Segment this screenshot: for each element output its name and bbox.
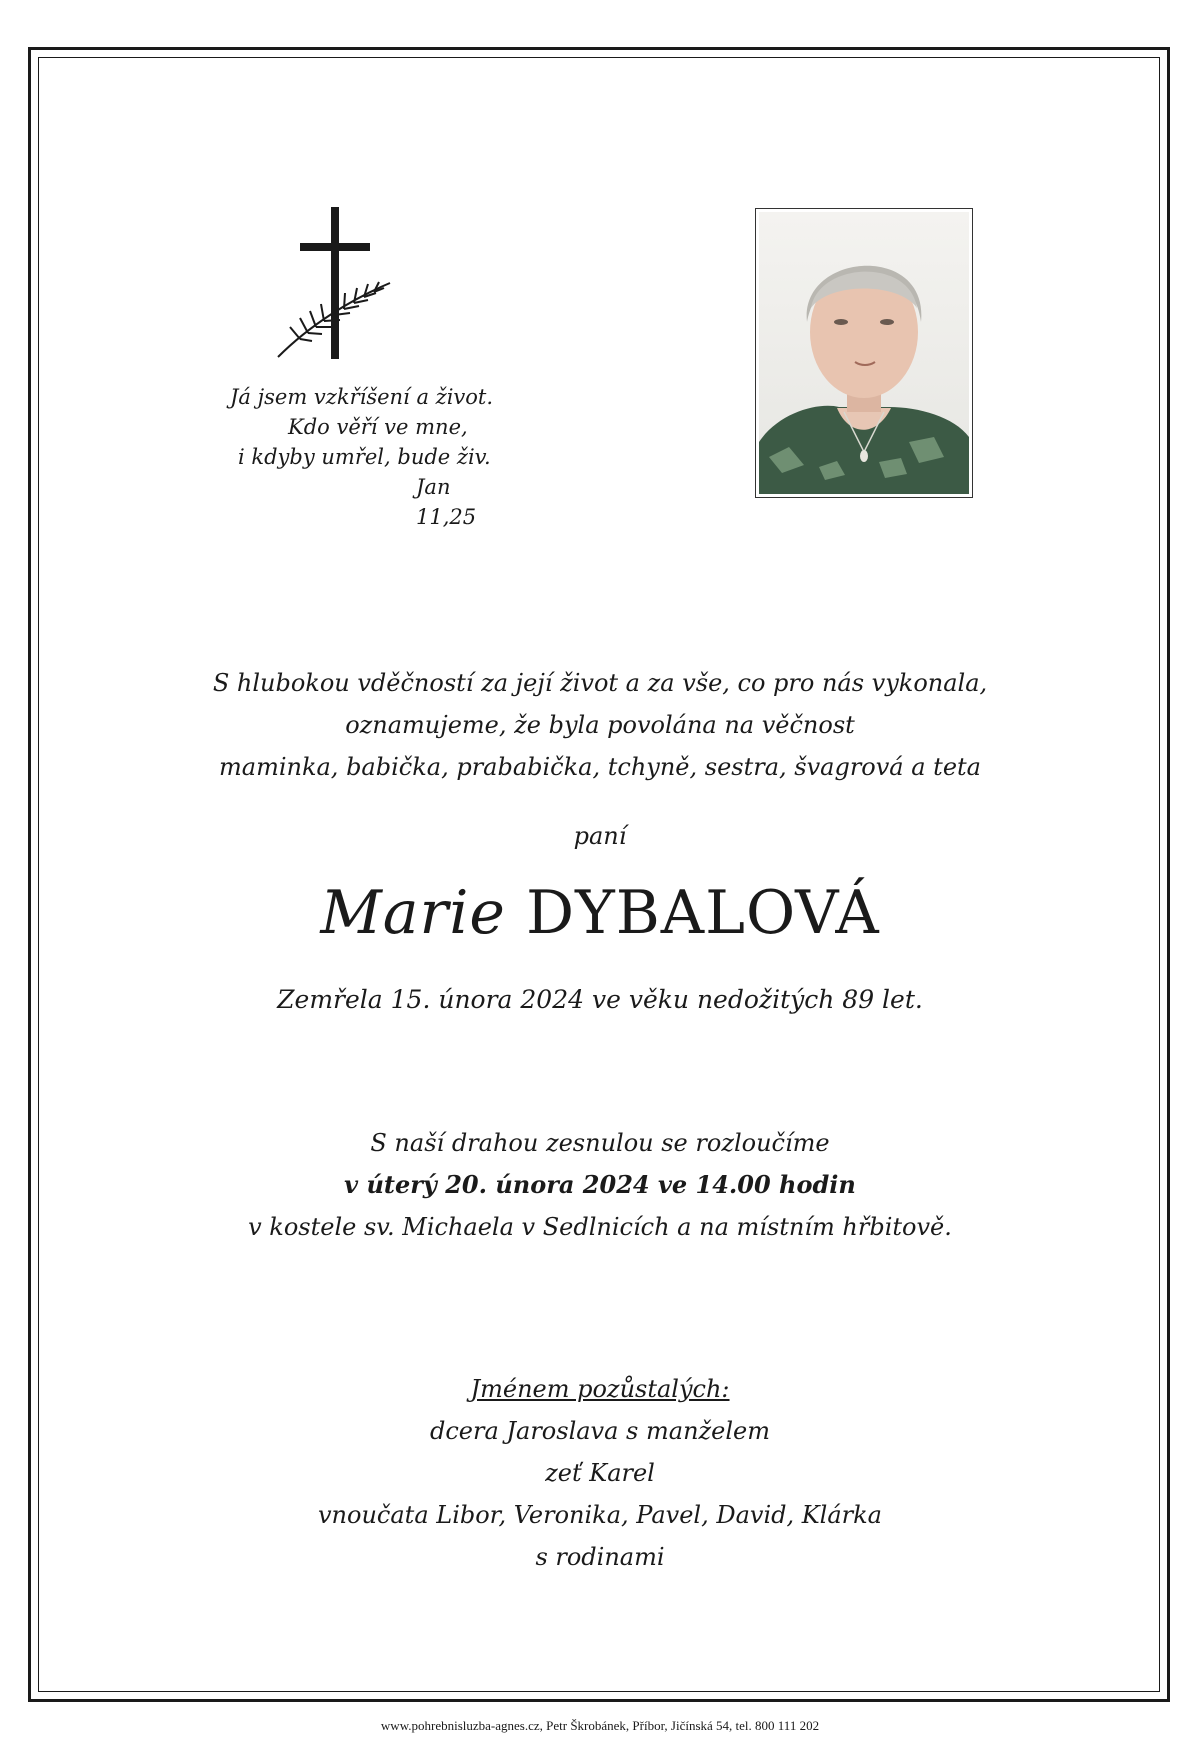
farewell-line: S naší drahou zesnulou se rozloučíme bbox=[370, 1129, 830, 1157]
intro-line: oznamujeme, že byla povolána na věčnost bbox=[345, 711, 855, 739]
verse-line: Já jsem vzkříšení a život. bbox=[230, 385, 494, 409]
portrait-photo bbox=[755, 208, 973, 498]
funeral-details bbox=[100, 1122, 1100, 1248]
last-name: DYBALOVÁ bbox=[525, 878, 880, 948]
death-date-line: Zemřela 15. února 2024 ve věku nedožitých 89 let. bbox=[277, 985, 923, 1014]
first-name: Marie bbox=[320, 878, 506, 948]
verse-line: Kdo věří ve mne, bbox=[288, 415, 468, 439]
survivors-heading: Jménem pozůstalých: bbox=[470, 1375, 730, 1403]
survivor-line: dcera Jaroslava s manželem bbox=[429, 1417, 771, 1445]
funeral-location: v kostele sv. Michaela v Sedlnicích a na místním hřbitově. bbox=[248, 1213, 952, 1241]
deceased-name bbox=[100, 878, 1100, 948]
intro-line: S hlubokou vděčností za její život a za vše, co pro nás vykonala, bbox=[212, 669, 988, 697]
verse-line: i kdyby umřel, bude živ. bbox=[238, 445, 491, 469]
survivor-line: s rodinami bbox=[535, 1543, 665, 1571]
footer-contact: www.pohrebnisluzba-agnes.cz, Petr Škrobánek, Příbor, Jičínská 54, tel. 800 111 202 bbox=[380, 1718, 820, 1733]
cross-with-palm-icon bbox=[270, 205, 400, 365]
survivors-block bbox=[100, 1368, 1100, 1578]
bible-verse bbox=[180, 382, 510, 532]
verse-reference: Jan 11,25 bbox=[416, 475, 477, 529]
funeral-date-time: v úterý 20. února 2024 ve 14.00 hodin bbox=[344, 1170, 856, 1199]
survivor-line: vnoučata Libor, Veronika, Pavel, David, Klárka bbox=[318, 1501, 882, 1529]
survivor-line: zeť Karel bbox=[545, 1459, 655, 1487]
title-word: paní bbox=[573, 822, 627, 850]
announcement-intro bbox=[100, 662, 1100, 788]
intro-line: maminka, babička, prababička, tchyně, sestra, švagrová a teta bbox=[219, 753, 981, 781]
